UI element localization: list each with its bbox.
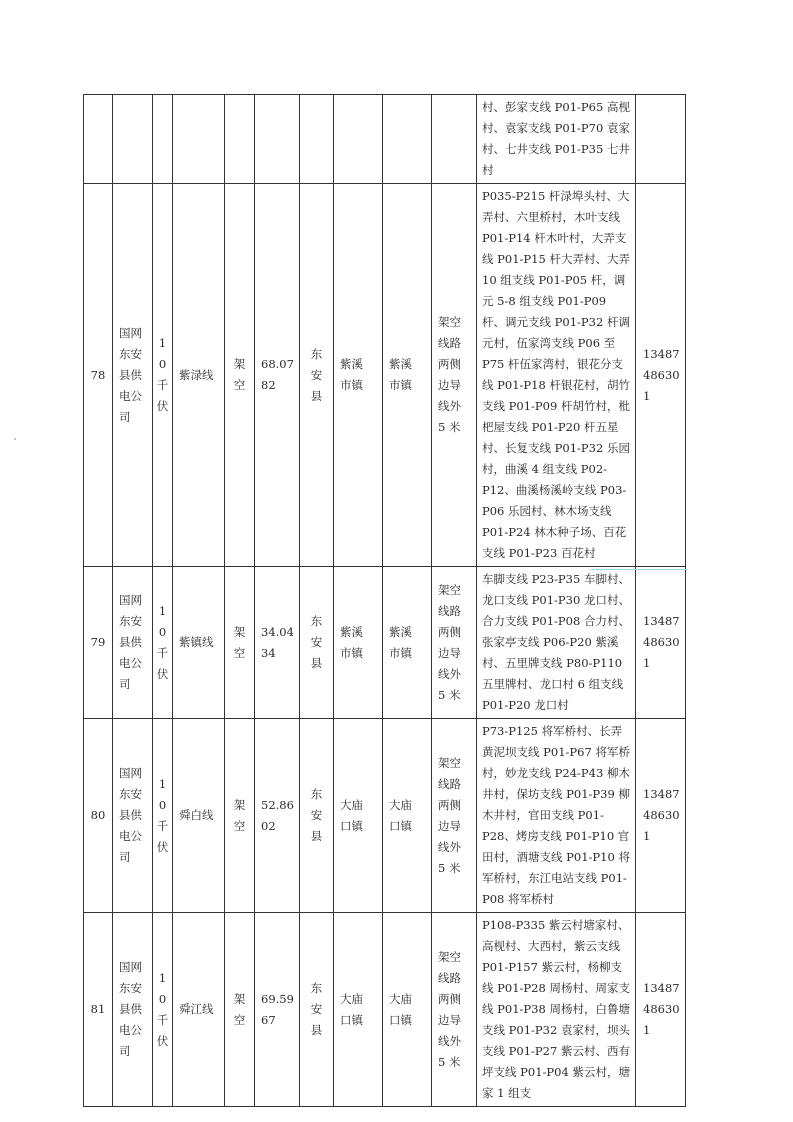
length-cell <box>255 567 300 719</box>
unit-cell-text: 国网 东安 县供 电公 司 <box>119 325 142 424</box>
line-name-cell-text: 紫渌线 <box>179 367 214 382</box>
county-cell <box>300 719 334 913</box>
unit-cell-text: 国网 东安 县供 电公 司 <box>119 593 142 691</box>
row-number <box>84 95 113 184</box>
town-start-cell-text: 大庙 口镇 <box>340 797 363 833</box>
length-cell-text: 69.59 67 <box>261 991 294 1027</box>
voltage-cell-text: 1 0 千 伏 <box>156 603 169 681</box>
voltage-cell <box>153 913 173 1107</box>
line-type-cell-text: 架 空 <box>233 357 246 392</box>
voltage-cell <box>153 95 173 184</box>
unit-cell-text: 国网 东安 县供 电公 司 <box>119 766 142 864</box>
phone-cell <box>636 567 686 719</box>
line-name-cell <box>173 567 225 719</box>
line-type-cell <box>225 95 255 184</box>
row-number-text: 80 <box>90 808 106 822</box>
phone-cell <box>636 913 686 1107</box>
row-number <box>84 567 113 719</box>
line-name-cell <box>173 913 225 1107</box>
unit-cell <box>113 184 153 567</box>
line-name-cell-text: 紫镇线 <box>179 635 214 649</box>
phone-cell-text: 13487 48630 1 <box>643 346 680 403</box>
line-name-cell <box>173 719 225 913</box>
table-row <box>84 913 686 1107</box>
protection-range-cell-text: 架空 线路 两侧 边导 线外 5 米 <box>438 315 461 434</box>
town-end-cell-text: 大庙 口镇 <box>389 991 412 1027</box>
protection-range-cell-text: 架空 线路 两侧 边导 线外 5 米 <box>438 949 461 1069</box>
line-type-cell <box>225 913 255 1107</box>
voltage-cell-text: 1 0 千 伏 <box>156 776 169 854</box>
town-end-cell <box>383 567 432 719</box>
town-start-cell <box>334 95 383 184</box>
scan-speck <box>14 438 16 440</box>
phone-cell <box>636 719 686 913</box>
length-cell <box>255 719 300 913</box>
length-cell-text: 68.07 82 <box>261 357 294 392</box>
length-cell <box>255 184 300 567</box>
protection-range-cell <box>432 567 477 719</box>
row-number-text: 79 <box>90 635 106 649</box>
town-start-cell <box>334 719 383 913</box>
line-type-cell-text: 架 空 <box>233 624 246 660</box>
unit-cell <box>113 913 153 1107</box>
town-end-cell-text: 紫溪 市镇 <box>389 624 412 660</box>
table-row <box>84 184 686 567</box>
scan-mark-line <box>590 569 688 570</box>
unit-cell-text: 国网 东安 县供 电公 司 <box>119 960 142 1058</box>
length-cell <box>255 913 300 1107</box>
table-row <box>84 719 686 913</box>
description-cell <box>477 184 636 567</box>
town-end-cell <box>383 719 432 913</box>
description-cell-text: P73-P125 将军桥村、长弄黄泥坝支线 P01-P67 将军桥村，妙龙支线 P24-P43 柳木井村，保坊支线 P01-P39 柳木井村，官田支线 P01-P28、烤房支线 P01-P10 官田村，酒塘支线 P01-P10 将军桥村，东江电站支线 P01-P08 将军桥村 <box>482 724 630 906</box>
protection-range-cell <box>432 719 477 913</box>
description-cell-text: P108-P335 紫云村塘家村、高枧村、大西村，紫云支线 P01-P157 紫云村，杨柳支线 P01-P28 周杨村、周家支线 P01-P38 周杨村，白鲁塘支线 P01-P32 袁家村，坝头支线 P01-P27 紫云村、西有坪支线 P01-P04 紫云村，塘家 1 组支 <box>482 918 630 1100</box>
phone-cell <box>636 184 686 567</box>
row-number-text: 81 <box>90 1002 106 1016</box>
phone-cell-text: 13487 48630 1 <box>643 614 680 670</box>
protection-range-cell <box>432 95 477 184</box>
county-cell-text: 东 安 县 <box>310 981 323 1037</box>
protection-range-cell <box>432 913 477 1107</box>
town-start-cell <box>334 184 383 567</box>
unit-cell <box>113 719 153 913</box>
town-start-cell-text: 紫溪 市镇 <box>340 624 363 660</box>
town-start-cell-text: 紫溪 市镇 <box>340 357 363 392</box>
line-type-cell <box>225 719 255 913</box>
row-number <box>84 719 113 913</box>
table-row <box>84 567 686 719</box>
voltage-cell <box>153 719 173 913</box>
line-type-cell-text: 架 空 <box>233 991 246 1027</box>
county-cell <box>300 567 334 719</box>
line-name-cell <box>173 95 225 184</box>
table-row <box>84 95 686 184</box>
town-end-cell-text: 紫溪 市镇 <box>389 357 412 392</box>
town-end-cell <box>383 184 432 567</box>
town-end-cell <box>383 95 432 184</box>
description-cell <box>477 95 636 184</box>
phone-cell-text: 13487 48630 1 <box>643 787 680 843</box>
town-start-cell <box>334 567 383 719</box>
county-cell-text: 东 安 县 <box>310 787 323 843</box>
county-cell <box>300 184 334 567</box>
county-cell <box>300 95 334 184</box>
line-type-cell <box>225 567 255 719</box>
voltage-cell-text: 1 0 千 伏 <box>156 336 169 413</box>
protection-range-cell-text: 架空 线路 两侧 边导 线外 5 米 <box>438 582 461 702</box>
town-end-cell <box>383 913 432 1107</box>
description-cell <box>477 913 636 1107</box>
voltage-cell <box>153 184 173 567</box>
row-number <box>84 913 113 1107</box>
length-cell-text: 52.86 02 <box>261 797 294 833</box>
protection-range-cell-text: 架空 线路 两侧 边导 线外 5 米 <box>438 755 461 875</box>
county-cell-text: 东 安 县 <box>310 614 323 670</box>
line-name-cell-text: 舜白线 <box>179 808 214 822</box>
line-name-cell-text: 舜江线 <box>179 1002 214 1016</box>
description-cell <box>477 567 636 719</box>
county-cell <box>300 913 334 1107</box>
unit-cell <box>113 95 153 184</box>
protection-range-cell <box>432 184 477 567</box>
county-cell-text: 东 安 县 <box>310 346 323 403</box>
town-start-cell-text: 大庙 口镇 <box>340 991 363 1027</box>
row-number <box>84 184 113 567</box>
voltage-cell-text: 1 0 千 伏 <box>156 970 169 1048</box>
description-cell <box>477 719 636 913</box>
line-name-cell <box>173 184 225 567</box>
length-cell-text: 34.04 34 <box>261 624 294 660</box>
length-cell <box>255 95 300 184</box>
description-cell-text: 车脚支线 P23-P35 车脚村、龙口支线 P01-P30 龙口村、合力支线 P01-P08 合力村、张家亭支线 P06-P20 紫溪村、五里牌支线 P80-P110 五里牌村、龙口村 6 组支线 P01-P20 龙口村 <box>482 572 630 712</box>
description-cell-text: P035-P215 杆渌埠头村、大弄村、六里桥村，木叶支线 P01-P14 杆木叶村，大弄支线 P01-P15 杆大弄村、大弄 10 组支线 P01-P05 杆，调元 5-8 组支线 P01-P09 杆、调元支线 P01-P32 杆调元村，伍家湾支线 P06 至 P75 杆伍家湾村，银花分支线 P01-P18 杆银花村，胡竹支线 P01-P09 杆胡竹村，枇杷屋支线 P01-P20 杆五星村、长复支线 P01-P32 乐园村，曲溪 4 组支线 P02-P12、曲溪杨溪岭支线 P03-P06 乐园村、林木场支线 P01-P24 林木种子场、百花支线 P01-P23 百花村 <box>482 189 630 560</box>
power-line-table <box>83 94 686 1107</box>
row-number-text: 78 <box>90 367 106 382</box>
line-type-cell-text: 架 空 <box>233 797 246 833</box>
description-cell-text: 村、彭家支线 P01-P65 高枧村、袁家支线 P01-P70 袁家村、七井支线 P01-P35 七井村 <box>482 100 630 177</box>
voltage-cell <box>153 567 173 719</box>
phone-cell <box>636 95 686 184</box>
town-end-cell-text: 大庙 口镇 <box>389 797 412 833</box>
unit-cell <box>113 567 153 719</box>
phone-cell-text: 13487 48630 1 <box>643 981 680 1037</box>
town-start-cell <box>334 913 383 1107</box>
line-type-cell <box>225 184 255 567</box>
